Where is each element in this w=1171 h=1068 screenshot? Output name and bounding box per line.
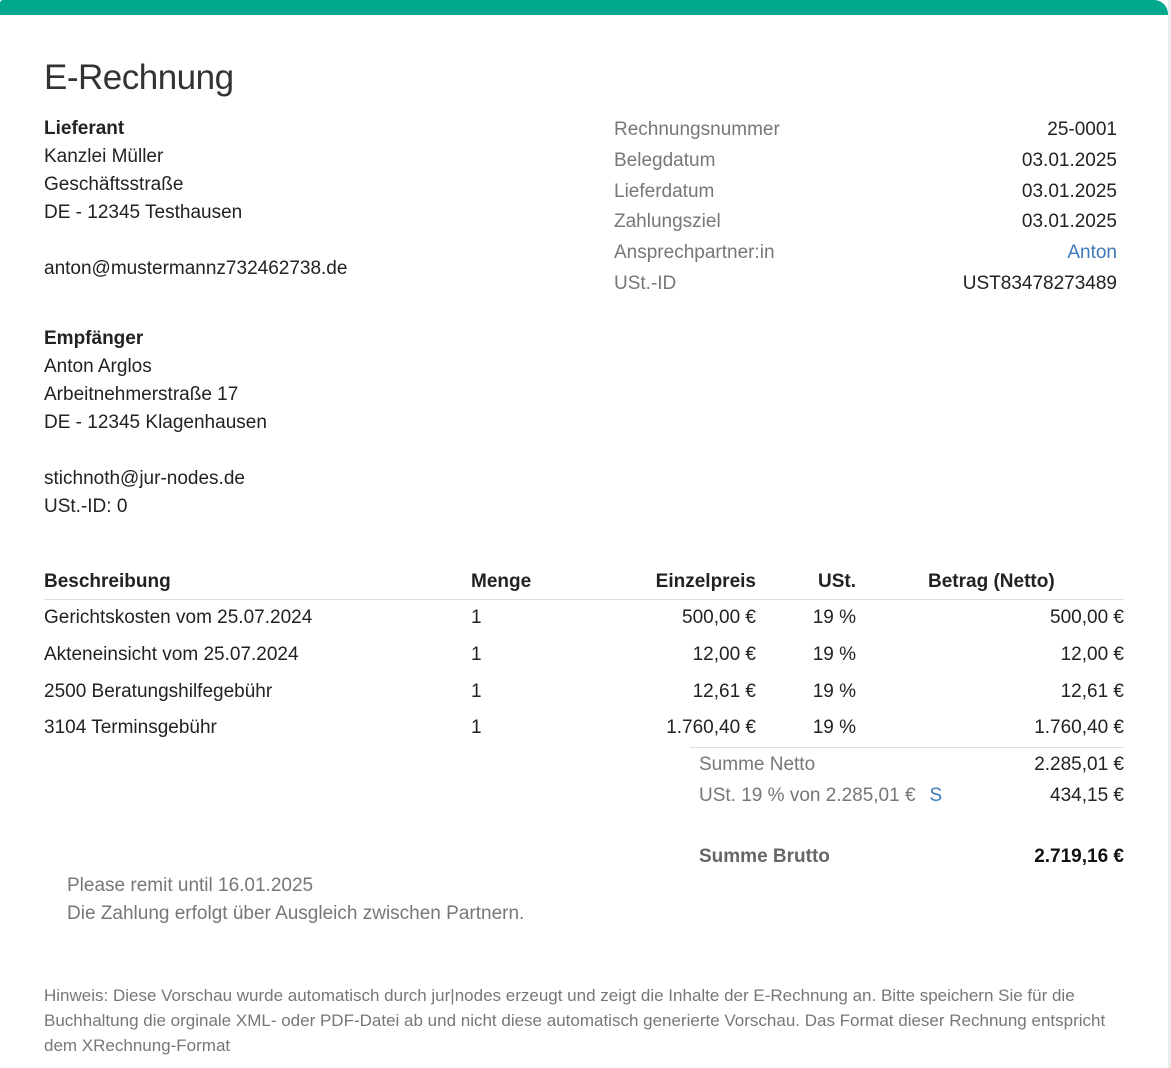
vat-total-value: 434,15 € bbox=[1050, 785, 1124, 806]
meta-label: Ansprechpartner:in bbox=[614, 242, 775, 264]
supplier-street: Geschäftsstraße bbox=[44, 174, 184, 195]
recipient-street: Arbeitnehmerstraße 17 bbox=[44, 384, 239, 405]
item-quantity: 1 bbox=[471, 680, 482, 702]
item-description: 3104 Terminsgebühr bbox=[44, 717, 217, 739]
meta-row-payment-due bbox=[614, 207, 1117, 238]
item-description: Gerichtskosten vom 25.07.2024 bbox=[44, 607, 313, 629]
meta-label: USt.-ID bbox=[614, 272, 677, 294]
totals-block bbox=[690, 747, 1124, 871]
contact-person-link[interactable]: Anton bbox=[1067, 242, 1117, 264]
preview-disclaimer: Hinweis: Diese Vorschau wurde automatisch durch jur|nodes erzeugt und zeigt die Inhalte der E-Rechnung an. Bitte speichern Sie für die Buchhaltung die orginale XML- oder PDF-Datei ab und nicht diese automatisch generierte Vorschau. Das Format dieser Rechnung entspricht dem XRechnung-Format bbox=[44, 986, 1106, 1055]
meta-row-invoice-number bbox=[614, 115, 1117, 146]
payment-due-note: Please remit until 16.01.2025 bbox=[67, 875, 314, 896]
item-unit-price: 1.760,40 € bbox=[666, 717, 756, 739]
recipient-city: DE - 12345 Klagenhausen bbox=[44, 412, 267, 433]
supplier-heading: Lieferant bbox=[44, 118, 125, 139]
payment-terms bbox=[67, 872, 524, 928]
meta-label: Rechnungsnummer bbox=[614, 119, 780, 140]
column-header-unit-price: Einzelpreis bbox=[655, 571, 756, 592]
recipient-block bbox=[44, 325, 267, 521]
column-header-amount: Betrag (Netto) bbox=[928, 571, 1055, 592]
meta-row-contact bbox=[614, 238, 1117, 269]
supplier-vat-id: UST83478273489 bbox=[962, 272, 1117, 294]
table-header bbox=[44, 565, 1124, 600]
gross-total-value: 2.719,16 € bbox=[1034, 846, 1124, 867]
column-header-description: Beschreibung bbox=[44, 571, 171, 592]
supplier-block bbox=[44, 115, 347, 283]
item-vat: 19 % bbox=[812, 680, 856, 702]
column-header-vat: USt. bbox=[818, 571, 856, 592]
invoice-number: 25-0001 bbox=[1047, 119, 1117, 140]
item-description: Akteneinsicht vom 25.07.2024 bbox=[44, 644, 299, 666]
item-unit-price: 500,00 € bbox=[682, 607, 756, 629]
item-unit-price: 12,61 € bbox=[692, 680, 756, 702]
item-amount: 1.760,40 € bbox=[1034, 717, 1124, 739]
recipient-heading: Empfänger bbox=[44, 328, 144, 349]
supplier-name: Kanzlei Müller bbox=[44, 146, 164, 167]
item-amount: 12,00 € bbox=[1060, 644, 1124, 666]
recipient-vat-id: USt.-ID: 0 bbox=[44, 496, 128, 517]
supplier-city: DE - 12345 Testhausen bbox=[44, 202, 243, 223]
header-accent-bar bbox=[0, 0, 1168, 15]
item-amount: 500,00 € bbox=[1050, 607, 1124, 629]
meta-label: Lieferdatum bbox=[614, 180, 715, 202]
vat-total-label: USt. 19 % von 2.285,01 € bbox=[699, 785, 916, 806]
item-quantity: 1 bbox=[471, 644, 482, 666]
recipient-name: Anton Arglos bbox=[44, 356, 152, 377]
item-vat: 19 % bbox=[812, 644, 856, 666]
item-vat: 19 % bbox=[812, 717, 856, 739]
gross-total-row bbox=[690, 840, 1124, 871]
item-description: 2500 Beratungshilfegebühr bbox=[44, 680, 273, 702]
meta-label: Zahlungsziel bbox=[614, 211, 721, 233]
vat-total-row bbox=[690, 779, 1124, 810]
item-vat: 19 % bbox=[812, 607, 856, 629]
gross-total-label: Summe Brutto bbox=[699, 846, 830, 867]
item-unit-price: 12,00 € bbox=[692, 644, 756, 666]
item-quantity: 1 bbox=[471, 717, 482, 739]
line-items-table bbox=[44, 565, 1124, 747]
net-total-value: 2.285,01 € bbox=[1034, 754, 1124, 775]
item-quantity: 1 bbox=[471, 607, 482, 629]
table-row bbox=[44, 637, 1124, 674]
document-date: 03.01.2025 bbox=[1021, 149, 1117, 171]
invoice-meta bbox=[614, 115, 1117, 300]
table-row bbox=[44, 710, 1124, 747]
table-row bbox=[44, 673, 1124, 710]
meta-row-vat-id bbox=[614, 269, 1117, 300]
meta-row-delivery-date bbox=[614, 177, 1117, 208]
payment-method-note: Die Zahlung erfolgt über Ausgleich zwischen Partnern. bbox=[67, 903, 525, 924]
page-title: E-Rechnung bbox=[44, 58, 234, 97]
item-amount: 12,61 € bbox=[1060, 680, 1124, 702]
meta-row-document-date bbox=[614, 146, 1117, 177]
recipient-email: stichnoth@jur-nodes.de bbox=[44, 468, 245, 489]
meta-label: Belegdatum bbox=[614, 149, 716, 171]
net-total-row bbox=[690, 748, 1124, 779]
vat-total-label-group bbox=[699, 779, 942, 810]
vat-category-code: S bbox=[929, 785, 943, 806]
delivery-date: 03.01.2025 bbox=[1021, 180, 1117, 202]
payment-due-date: 03.01.2025 bbox=[1021, 211, 1117, 233]
table-row bbox=[44, 600, 1124, 637]
net-total-label: Summe Netto bbox=[699, 754, 816, 775]
column-header-quantity: Menge bbox=[471, 571, 532, 592]
supplier-email: anton@mustermannz732462738.de bbox=[44, 258, 348, 279]
